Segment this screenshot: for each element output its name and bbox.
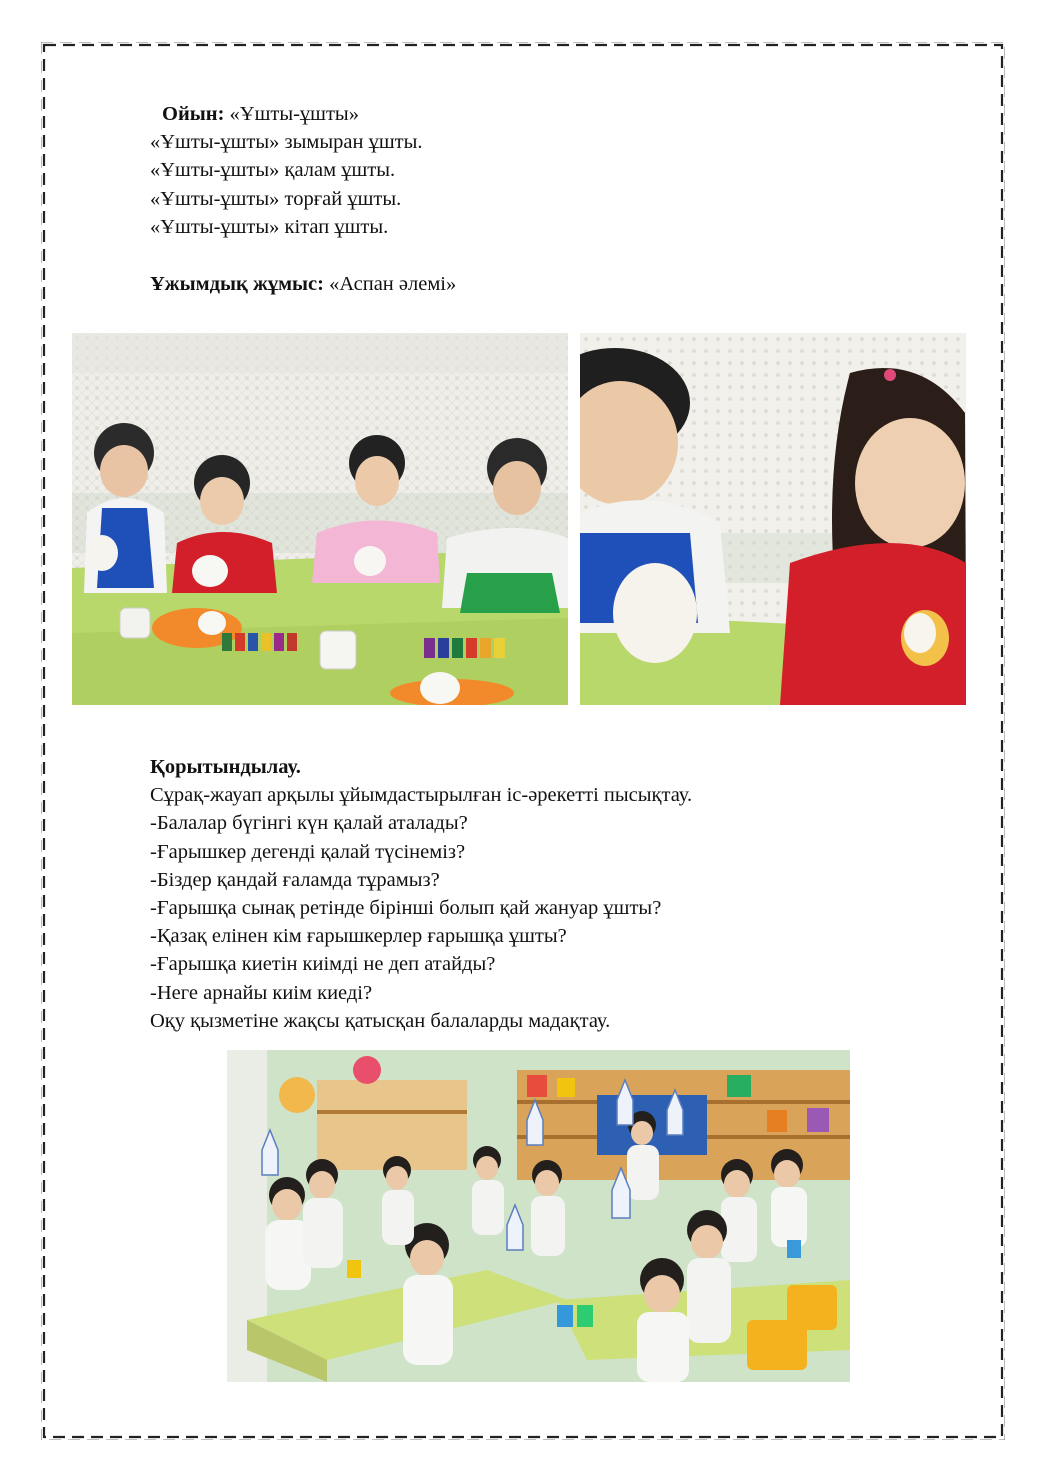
summary-question: -Ғарышқа киетін киімді не деп атайды?	[150, 953, 496, 976]
summary-question: -Қазақ елінен кім ғарышкерлер ғарышқа ұшты?	[150, 925, 567, 948]
game-title: «Ұшты-ұшты»	[229, 103, 359, 125]
summary-question: -Ғарышқа сынақ ретінде бірінші болып қай жануар ұшты?	[150, 897, 662, 920]
summary-heading: Қорытындылау.	[150, 756, 301, 778]
game-line: «Ұшты-ұшты» қалам ұшты.	[150, 159, 396, 182]
game-label: Ойын:	[162, 103, 225, 125]
group-work-title: «Аспан әлемі»	[329, 273, 457, 295]
summary-closing: Оқу қызметіне жақсы қатысқан балаларды мадақтау.	[150, 1009, 611, 1032]
photo-children-closeup	[580, 333, 966, 705]
summary-question: -Біздер қандай ғаламда тұрамыз?	[150, 868, 440, 891]
summary-question: -Ғарышкер дегенді қалай түсінеміз?	[150, 840, 466, 863]
group-work-label: Ұжымдық жұмыс:	[150, 273, 324, 295]
summary-intro: Сұрақ-жауап арқылы ұйымдастырылған іс-әрекетті пысықтау.	[150, 784, 693, 807]
group-work-heading	[150, 270, 456, 298]
summary-section	[150, 753, 692, 1035]
summary-question: -Неге арнайы киім киеді?	[150, 981, 373, 1004]
game-line: «Ұшты-ұшты» торғай ұшты.	[150, 187, 402, 210]
photo-group-rockets	[227, 1050, 850, 1382]
game-heading	[150, 100, 423, 128]
game-line: «Ұшты-ұшты» зымыран ұшты.	[150, 131, 423, 154]
game-section	[150, 100, 423, 241]
summary-question: -Балалар бүгінгі күн қалай аталады?	[150, 812, 468, 835]
game-line: «Ұшты-ұшты» кітап ұшты.	[150, 215, 389, 238]
photo-children-painting	[72, 333, 568, 705]
